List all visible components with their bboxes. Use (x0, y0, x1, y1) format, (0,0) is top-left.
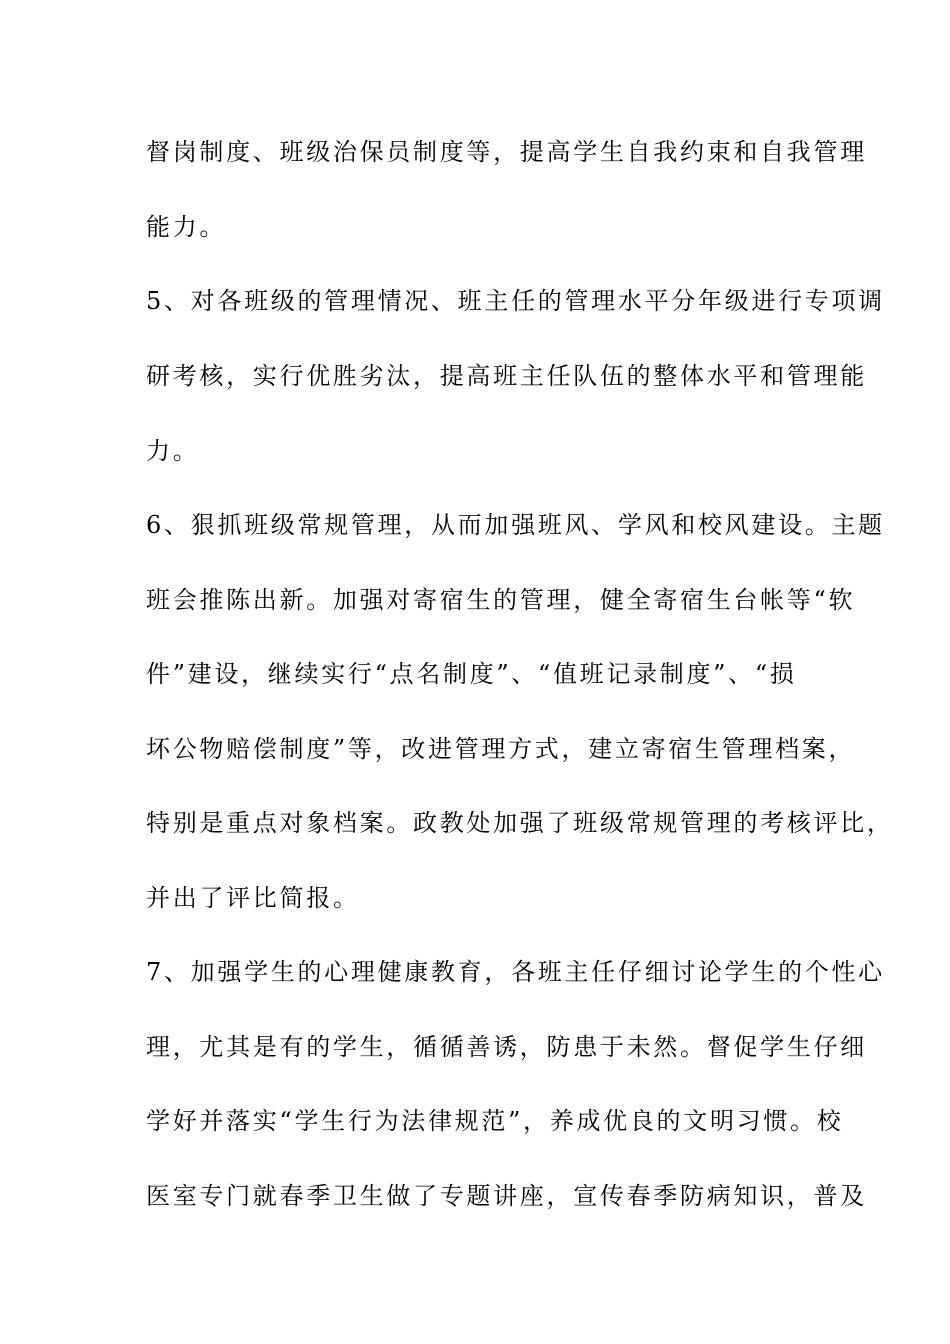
text-line: 督岗制度、班级治保员制度等，提高学生自我约束和自我管理 (146, 138, 867, 166)
text-line: 学好并落实“学生行为法律规范”，养成优良的文明习惯。校 (146, 1107, 844, 1135)
text-line: 研考核，实行优胜劣汰，提高班主任队伍的整体水平和管理能 (146, 362, 867, 390)
text-line: 能力。 (146, 213, 227, 241)
text-line: 件”建设，继续实行“点名制度”、“值班记录制度”、“损 (146, 660, 797, 688)
text-line: 坏公物赔偿制度”等，改进管理方式，建立寄宿生管理档案， (146, 735, 856, 763)
text-line: 并出了评比简报。 (146, 884, 360, 912)
text-line: 力。 (146, 437, 200, 465)
text-line: 医室专门就春季卫生做了专题讲座，宣传春季防病知识，普及 (146, 1182, 867, 1210)
text-line: 理，尤其是有的学生，循循善诱，防患于未然。督促学生仔细 (146, 1033, 867, 1061)
text-line: 班会推陈出新。加强对寄宿生的管理，健全寄宿生台帐等“软 (146, 586, 856, 614)
text-line: 5、对各班级的管理情况、班主任的管理水平分年级进行专项调 (146, 287, 885, 315)
text-line: 7、加强学生的心理健康教育，各班主任仔细讨论学生的个性心 (146, 958, 885, 986)
text-line: 6、狠抓班级常规管理，从而加强班风、学风和校风建设。主题 (146, 511, 885, 539)
text-line: 特别是重点对象档案。政教处加强了班级常规管理的考核评比， (146, 809, 894, 837)
